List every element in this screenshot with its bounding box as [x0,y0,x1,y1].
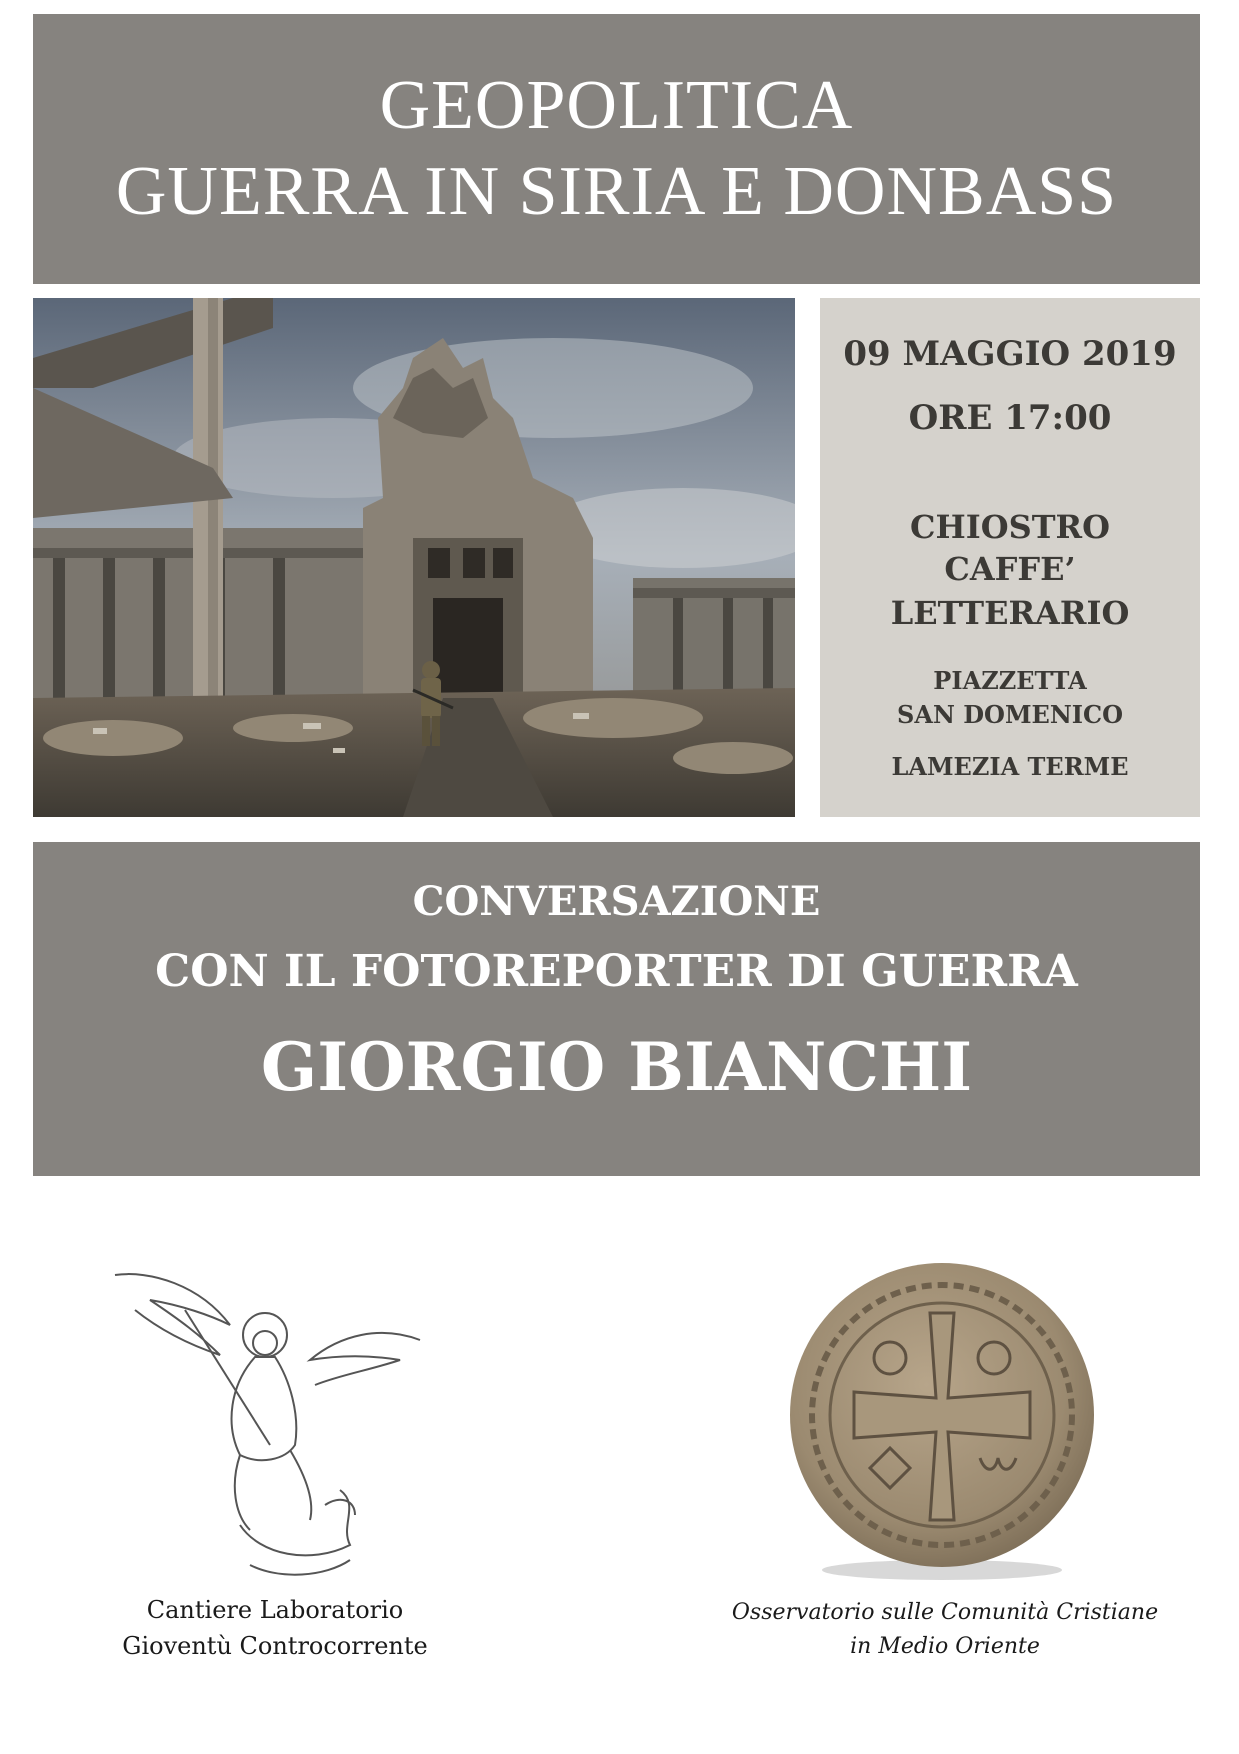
venue-line-1: CHIOSTRO [910,508,1110,546]
title-line-1: GEOPOLITICA [379,67,854,144]
ruins-illustration [33,298,795,817]
venue-line-3: LETTERARIO [890,594,1130,632]
war-ruins-photo [33,298,795,817]
archangel-icon [110,1265,430,1585]
organizer-left-line-2: Gioventù Controcorrente [122,1632,428,1660]
talk-line-2: CON IL FOTOREPORTER DI GUERRA [155,946,1078,997]
organizer-right-line-1: Osservatorio sulle Comunità Cristiane [731,1600,1159,1625]
venue-line-2: CAFFE’ [944,550,1076,588]
title-banner [33,14,1200,284]
speaker-name: GIORGIO BIANCHI [260,1028,973,1106]
event-date: 09 MAGGIO 2019 [843,334,1177,374]
angel-logo [110,1265,430,1585]
place-line-1: PIAZZETTA [933,666,1087,695]
place-line-2: SAN DOMENICO [897,700,1123,729]
event-time: ORE 17:00 [908,398,1112,438]
talk-line-1: CONVERSAZIONE [412,878,821,925]
stone-seal-logo [780,1258,1105,1583]
event-info-box [820,298,1200,817]
title-line-2: GUERRA IN SIRIA E DONBASS [115,153,1118,230]
cross-seal-icon [780,1258,1105,1583]
organizer-left-line-1: Cantiere Laboratorio [146,1596,404,1624]
event-city: LAMEZIA TERME [891,752,1129,781]
talk-banner [33,842,1200,1176]
organizer-right-line-2: in Medio Oriente [850,1634,1040,1659]
